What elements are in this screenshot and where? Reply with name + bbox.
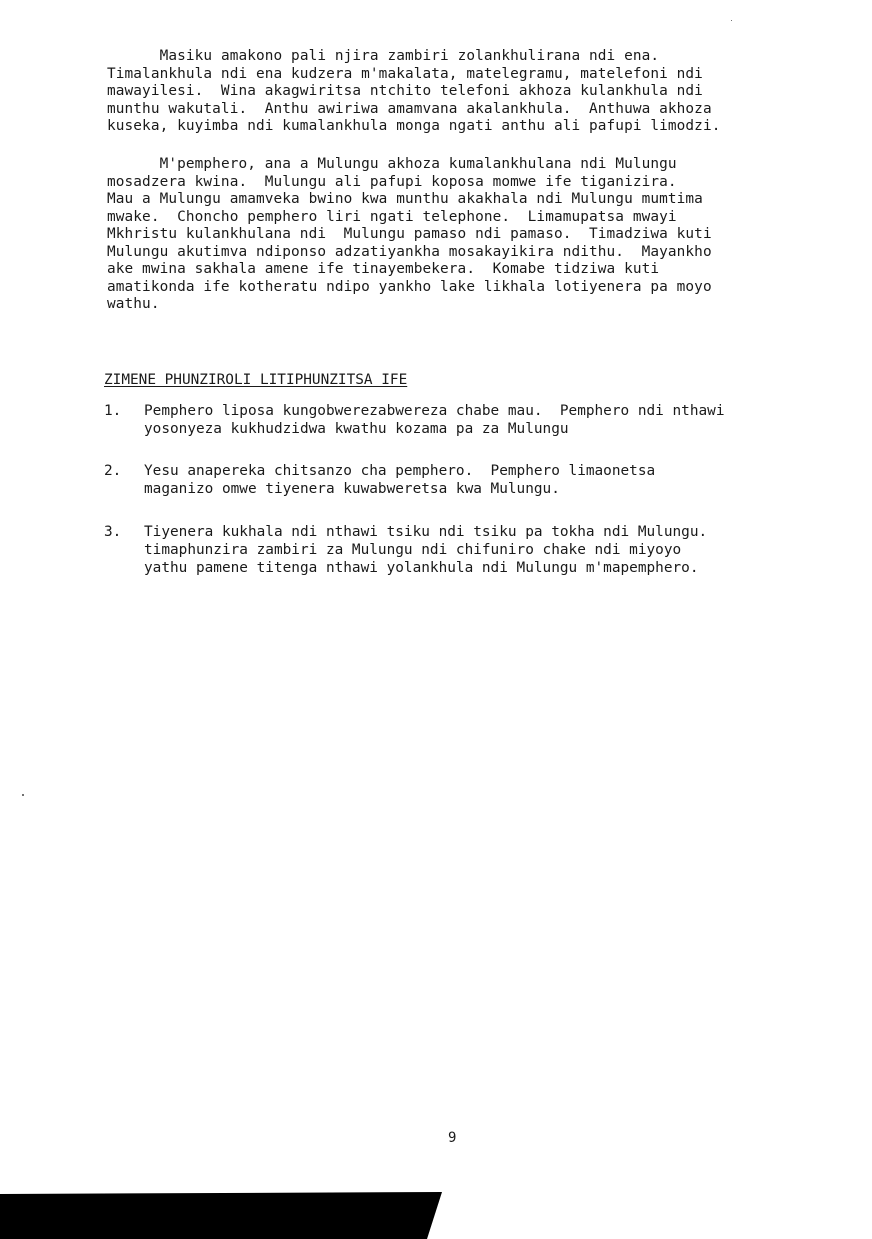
- list-item-number: 2.: [104, 463, 122, 479]
- paragraph-prayer: M'pemphero, ana a Mulungu akhoza kumalankhulana ndi Mulungu mosadzera kwina. Mulungu ali pafupi koposa momwe ife tiganizira. Mau a Mulungu amamveka bwino kwa munthu akakhala ndi Mulungu mumtima mwake. Choncho pemphero liri ngati telephone. Limamupatsa mwayi Mkhristu kulankhulana ndi Mulungu pamaso ndi pamaso. Timadziwa kuti Mulungu akutimva ndiponso adzatiyankha mosakayikira ndithu. Mayankho ake mwina sakhala amene ife tinayembekera. Komabe tidziwa kuti amatikonda ife kotheratu ndipo yankho lake likhala lotiyenera pa moyo wathu.: [107, 156, 712, 312]
- list-item-text: Pemphero liposa kungobwerezabwereza chabe mau. Pemphero ndi nthawi yosonyeza kukhudzidwa kwathu kozama pa za Mulungu: [144, 403, 725, 437]
- scan-speck: [22, 794, 24, 796]
- list-item-text: Yesu anapereka chitsanzo cha pemphero. Pemphero limaonetsa maganizo omwe tiyenera kuwabweretsa kwa Mulungu.: [144, 463, 656, 497]
- paragraph-intro: Masiku amakono pali njira zambiri zolankhulirana ndi ena. Timalankhula ndi ena kudzera m'makalata, matelegramu, matelefoni ndi mawayilesi. Wina akagwiritsa ntchito telefoni akhoza kulankhula ndi munthu wakutali. Anthu awiriwa amamvana akalankhula. Anthuwa akhoza kuseka, kuyimba ndi kumalankhula monga ngati anthu ali pafupi limodzi.: [107, 48, 721, 134]
- page-number: 9: [448, 1130, 457, 1146]
- list-item-number: 3.: [104, 524, 122, 540]
- list-item-text: Tiyenera kukhala ndi nthawi tsiku ndi tsiku pa tokha ndi Mulungu. timaphunzira zambiri za Mulungu ndi chifuniro chake ndi miyoyo yathu pamene titenga nthawi yolankhula ndi Mulungu m'mapemphero.: [144, 524, 708, 576]
- section-heading: ZIMENE PHUNZIROLI LITIPHUNZITSA IFE: [104, 372, 408, 388]
- scan-edge-shadow: [0, 1192, 442, 1239]
- scan-speck: [731, 20, 732, 21]
- list-item-number: 1.: [104, 403, 122, 419]
